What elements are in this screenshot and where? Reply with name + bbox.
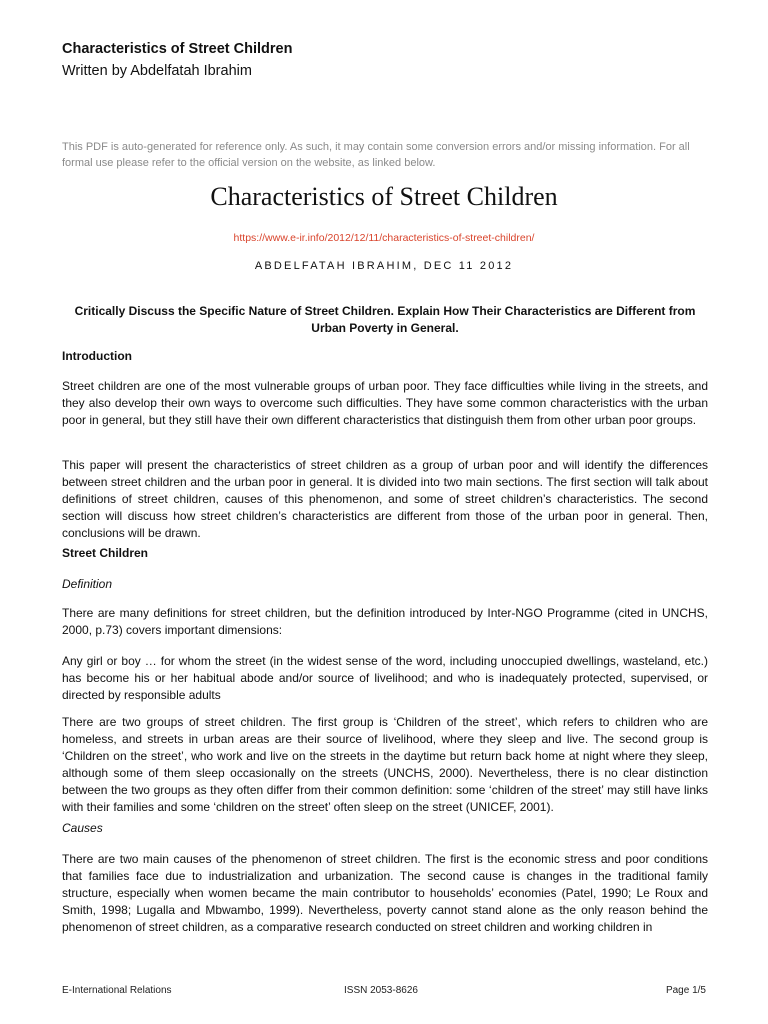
paragraph-definition-2: There are two groups of street children. The first group is ‘Children of the street’, which refers to children who are homeless, and streets in urban areas are their source of livelihood, where they sleep and live. The second group is ‘Children on the street’, who work and live on the streets in the daytime but return back home at night where they sleep, although some of them sleep occasionally on the streets (UNCHS, 2000). Nevertheless, there is no clear distinction between the two groups as they often differ from their common definition: some ‘children of the street’ may still have links with their families and some ‘children on the street’ often sleep on the street (UNICEF, 2001).	[62, 715, 708, 814]
article-url-link[interactable]: https://www.e-ir.info/2012/12/11/characteristics-of-street-children/	[233, 232, 535, 244]
essay-question: Critically Discuss the Specific Nature of Street Children. Explain How Their Characteristics are Different from Urban Poverty in General.	[74, 304, 696, 335]
heading-introduction: Introduction	[62, 349, 132, 363]
definition-quote: Any girl or boy … for whom the street (in the widest sense of the word, including unoccupied dwellings, wasteland, etc.) has become his or her habitual abode and/or source of livelihood; and who is inadequately protected, supervised, or directed by responsible adults	[62, 654, 708, 702]
heading-street-children: Street Children	[62, 546, 149, 560]
article-byline: ABDELFATAH IBRAHIM, DEC 11 2012	[254, 260, 514, 272]
footer-issn: ISSN 2053-8626	[344, 985, 418, 996]
paragraph-definition-1: There are many definitions for street children, but the definition introduced by Inter-NGO Programme (cited in UNCHS, 2000, p.73) covers important dimensions:	[62, 606, 708, 637]
paragraph-causes-1: There are two main causes of the phenomenon of street children. The first is the economic stress and poor conditions that families face due to industrialization and urbanization. The second cause is changes in the traditional family structure, especially when women became the main contributor to households’ economies (Patel, 1990; Le Roux and Smith, 1998; Lugalla and Mbwambo, 1999). Nevertheless, poverty cannot stand alone as the only reason behind the phenomenon of street children, as a comparative research conducted on street children and working children in	[62, 852, 708, 934]
footer-page-number: Page 1/5	[665, 985, 706, 996]
subheading-definition: Definition	[62, 577, 113, 591]
paragraph-intro-2: This paper will present the characteristics of street children as a group of urban poor and will identify the differences between street children and the urban poor in general. It is divided into two main sections. The first section will talk about definitions of street children, causes of this phenomenon, and some of street children’s characteristics. The second section will discuss how street children’s characteristics are different from those of the urban poor in general. Then, conclusions will be drawn.	[62, 458, 708, 540]
paragraph-intro-1: Street children are one of the most vulnerable groups of urban poor. They face difficulties while living in the streets, and they also develop their own ways to overcome such difficulties. They have some common characteristics with the urban poor in general, but they still have their own different characteristics that distinguish them from other urban poor groups.	[62, 379, 708, 427]
subheading-causes: Causes	[62, 821, 103, 835]
document-header-author: Written by Abdelfatah Ibrahim	[62, 63, 252, 79]
article-title: Characteristics of Street Children	[210, 182, 558, 211]
footer-publisher: E-International Relations	[62, 985, 172, 996]
disclaimer-note: This PDF is auto-generated for reference only. As such, it may contain some conversion errors and/or missing information. For all formal use please refer to the official version on the website, as linked below.	[62, 141, 690, 169]
document-header-title: Characteristics of Street Children	[62, 41, 293, 57]
